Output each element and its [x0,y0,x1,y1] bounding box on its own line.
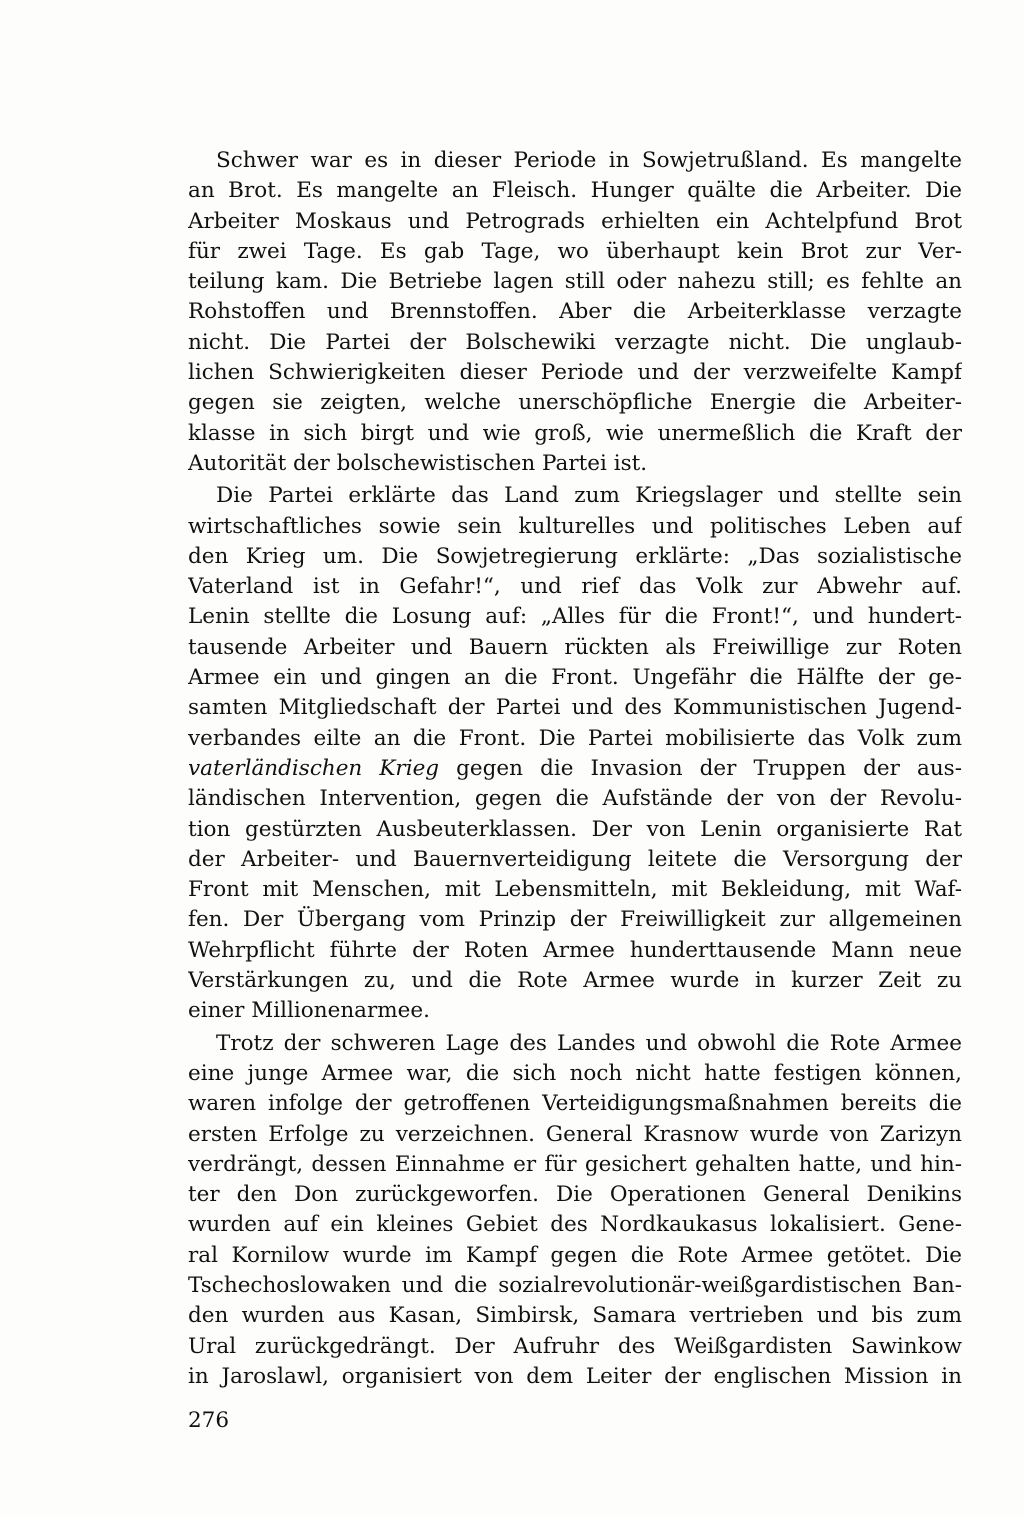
text-line: fen. Der Übergang vom Prinzip der Freiwilligkeit zur allgemeinen [188,907,962,933]
text-line: eine junge Armee war, die sich noch nicht hatte festigen können, [188,1060,962,1086]
text-line: wurden auf ein kleines Gebiet des Nordkaukasus lokalisiert. Gene- [188,1212,962,1238]
text-line: Armee ein und gingen an die Front. Ungefähr die Hälfte der ge- [188,665,962,691]
text-line: Lenin stellte die Losung auf: „Alles für die Front!“, und hundert- [188,604,962,630]
text-line: waren infolge der getroffenen Verteidigungsmaßnahmen bereits die [188,1091,962,1117]
text-line: einer Millionenarmee. [188,998,430,1024]
text-line: in Jaroslawl, organisiert von dem Leiter der englischen Mission in [188,1363,962,1389]
text-line: samten Mitgliedschaft der Partei und des Kommunistischen Jugend- [188,695,962,721]
text-span: gegen die Invasion der Truppen der aus- [439,755,962,781]
text-line: Verstärkungen zu, und die Rote Armee wurde in kurzer Zeit zu [188,968,962,994]
text-line: den Krieg um. Die Sowjetregierung erklärte: „Das sozialistische [188,543,962,569]
text-line: ländischen Intervention, gegen die Aufstände der von der Revolu- [188,786,962,812]
text-line: gegen sie zeigten, welche unerschöpfliche Energie die Arbeiter- [188,390,962,416]
text-line: Vaterland ist in Gefahr!“, und rief das Volk zur Abwehr auf. [188,574,962,600]
emphasized-text: vaterländischen Krieg [188,755,440,781]
text-line: der Arbeiter- und Bauernverteidigung leitete die Versorgung der [188,846,962,872]
text-line: für zwei Tage. Es gab Tage, wo überhaupt kein Brot zur Ver- [188,238,962,264]
text-line: Schwer war es in dieser Periode in Sowjetrußland. Es mangelte [216,148,962,173]
text-line: lichen Schwierigkeiten dieser Periode und der verzweifelte Kampf [188,360,962,386]
page-number: 276 [188,1408,230,1433]
text-line-with-emphasis [188,754,962,784]
body-text [188,146,962,1392]
text-line: Arbeiter Moskaus und Petrograds erhielten ein Achtelpfund Brot [188,208,962,234]
text-line: Wehrpflicht führte der Roten Armee hunderttausende Mann neue [188,937,962,963]
text-line: Trotz der schweren Lage des Landes und obwohl die Rote Armee [216,1030,962,1056]
text-line: verdrängt, dessen Einnahme er für gesichert gehalten hatte, und hin- [188,1151,962,1177]
text-line: Ural zurückgedrängt. Der Aufruhr des Weißgardisten Sawinkow [188,1333,962,1359]
text-line: klasse in sich birgt und wie groß, wie unermeßlich die Kraft der [188,420,962,446]
text-line: ersten Erfolge zu verzeichnen. General Krasnow wurde von Zarizyn [188,1121,962,1147]
text-line: Front mit Menschen, mit Lebensmitteln, mit Bekleidung, mit Waf- [188,877,962,903]
text-line: wirtschaftliches sowie sein kulturelles und politisches Leben auf [188,513,962,539]
text-line: den wurden aus Kasan, Simbirsk, Samara vertrieben und bis zum [188,1303,962,1329]
text-line: verbandes eilte an die Front. Die Partei mobilisierte das Volk zum [188,725,962,751]
text-line: Die Partei erklärte das Land zum Kriegslager und stellte sein [216,483,962,509]
text-line: nicht. Die Partei der Bolschewiki verzagte nicht. Die unglaub- [188,329,962,355]
text-line: ter den Don zurückgeworfen. Die Operationen General Denikins [188,1182,962,1208]
text-line: ral Kornilow wurde im Kampf gegen die Rote Armee getötet. Die [188,1242,962,1268]
text-line: Autorität der bolschewistischen Partei ist. [188,450,648,476]
text-line: teilung kam. Die Betriebe lagen still oder nahezu still; es fehlte an [188,269,962,295]
text-line: Tschechoslowaken und die sozialrevolutionär-weißgardistischen Ban- [188,1272,962,1298]
text-line: tausende Arbeiter und Bauern rückten als Freiwillige zur Roten [188,634,962,660]
text-line: tion gestürzten Ausbeuterklassen. Der von Lenin organisierte Rat [188,816,962,842]
text-line: Rohstoffen und Brennstoffen. Aber die Arbeiterklasse verzagte [188,299,962,325]
text-line: an Brot. Es mangelte an Fleisch. Hunger quälte die Arbeiter. Die [188,178,962,204]
